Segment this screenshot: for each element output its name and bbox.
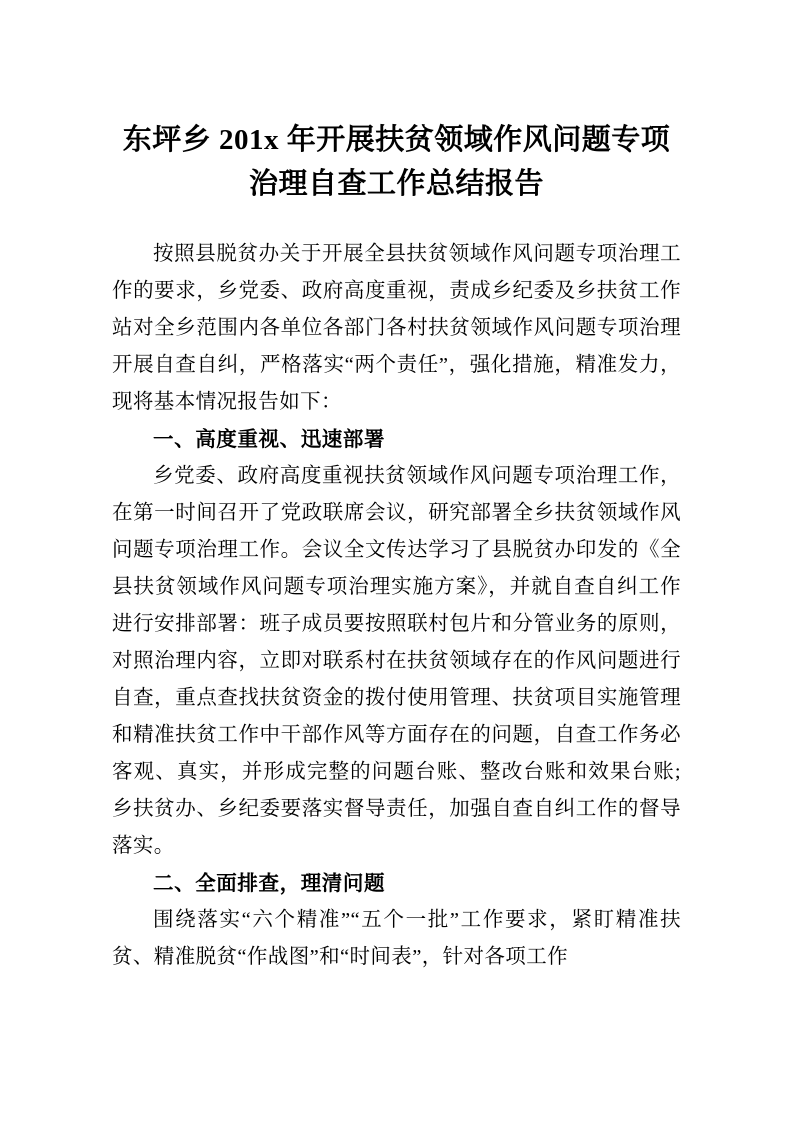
paragraph-section-1: 乡党委、政府高度重视扶贫领域作风问题专项治理工作，在第一时间召开了党政联席会议，研究部署全乡扶贫领域作风问题专项治理工作。会议全文传达学习了县脱贫办印发的《全县扶贫领域作风问题专项治理实施方案》，并就自查自纠工作进行安排部署：班子成员要按照联村包片和分管业务的原则，对照治理内容，立即对联系村在扶贫领域存在的作风问题进行自查，重点查找扶贫资金的拨付使用管理、扶贫项目实施管理和精准扶贫工作中干部作风等方面存在的问题，自查工作务必客观、真实，并形成完整的问题台账、整改台账和效果台账;乡扶贫办、乡纪委要落实督导责任，加强自查自纠工作的督导落实。: [112, 465, 681, 857]
section-heading-2: 二、全面排查，理清问题: [153, 871, 386, 895]
page-title: 东坪乡 201x 年开展扶贫领域作风问题专项治理自查工作总结报告: [122, 124, 671, 200]
section-heading-1: 一、高度重视、迅速部署: [153, 427, 386, 451]
paragraph-section-2: 围绕落实“六个精准”“五个一批”工作要求，紧盯精准扶贫、精准脱贫“作战图”和“时间表”，针对各项工作: [112, 909, 681, 968]
paragraph-intro: 按照县脱贫办关于开展全县扶贫领域作风问题专项治理工作的要求，乡党委、政府高度重视，责成乡纪委及乡扶贫工作站对全乡范围内各单位各部门各村扶贫领域作风问题专项治理开展自查自纠，严格落实“两个责任”，强化措施，精准发力，现将基本情况报告如下：: [112, 243, 681, 413]
